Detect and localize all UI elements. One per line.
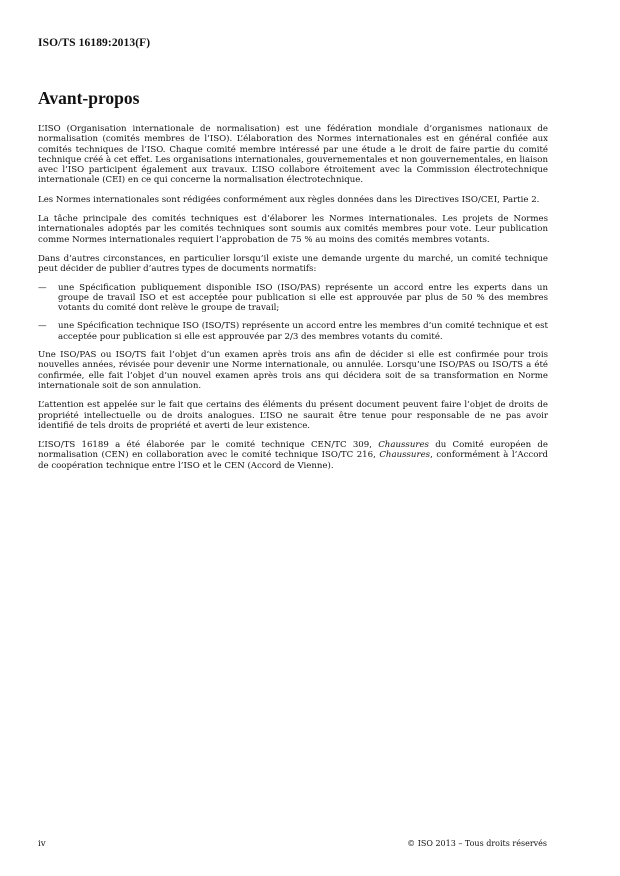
paragraph-iso-definition: L’ISO (Organisation internationale de normalisation) est une fédération mondiale d’organismes nationaux de normalisation (comités membres de l’ISO). L’élaboration des Normes internationales est en général confiée aux comités techniques de l’ISO. Chaque comité membre intéressé par une étude a le droit de faire partie du comité technique créé à cet effet. Les organisations internationales, gouvernementales et non gouvernementales, en liaison avec l’ISO participent également aux travaux. L’ISO collabore étroitement avec la Commission électrotechnique internationale (CEI) en ce qui concerne la normalisation électrotechnique. [38,124,548,186]
page-number: iv [38,839,46,849]
copyright-notice: © ISO 2013 – Tous droits réservés [407,839,547,848]
document-types-list [38,283,548,342]
list-item-text: une Spécification technique ISO (ISO/TS) représente un accord entre les membres d’un comité technique et est acceptée pour publication si elle est approuvée par 2/3 des membres votants du comité. [58,321,548,342]
paragraph-preparation [38,440,548,471]
list-item [38,321,548,342]
dash-bullet: — [38,282,47,293]
committee-name-cen: Chaussures [378,440,429,451]
section-title: Avant-propos [38,88,140,108]
committee-name-iso: Chaussures [379,450,431,461]
foreword-body [38,124,548,480]
prep-text-e: , conformément à l’Accord de coopération technique entre l’ISO et le CEN (Accord de Vienne). [38,450,548,471]
prep-text-a: L’ISO/TS 16189 a été élaborée par le comité technique CEN/TC 309, [38,440,372,451]
paragraph-review: Une ISO/PAS ou ISO/TS fait l’objet d’un examen après trois ans afin de décider si elle est confirmée pour trois nouvelles années, révisée pour devenir une Norme internationale, ou annulée. Lorsqu’une ISO/PAS ou ISO/TS a été confirmée, elle fait l’objet d’un nouvel examen après trois ans qui décidera soit de sa transformation en Norme internationale soit de son annulation. [38,350,548,391]
document-identifier: ISO/TS 16189:2013(F) [38,37,151,49]
prep-text-c: du Comité européen de normalisation (CEN) en collaboration avec le comité technique ISO/TC 216, [38,440,548,461]
dash-bullet: — [38,321,47,332]
paragraph-drafting-rules: Les Normes internationales sont rédigées conformément aux règles données dans les Directives ISO/CEI, Partie 2. [38,194,540,205]
paragraph-committee-task: La tâche principale des comités techniques est d’élaborer les Normes internationales. Les projets de Normes internationales adoptés par les comités techniques sont soumis aux comités membres pour vote. Leur publication comme Normes internationales requiert l’approbation de 75 % au moins des comités membres votants. [38,214,548,245]
paragraph-patent-rights: L’attention est appelée sur le fait que certains des éléments du présent document peuvent faire l’objet de droits de propriété intellectuelle ou de droits analogues. L’ISO ne saurait être tenue pour responsable de ne pas avoir identifié de tels droits de propriété et averti de leur existence. [38,400,548,431]
list-item [38,283,548,314]
list-item-text: une Spécification publiquement disponible ISO (ISO/PAS) représente un accord entre les experts dans un groupe de travail ISO et est acceptée pour publication si elle est approuvée par plus de 50 % des membres votants du comité dont relève le groupe de travail; [58,282,548,314]
paragraph-other-documents: Dans d’autres circonstances, en particulier lorsqu’il existe une demande urgente du marché, un comité technique peut décider de publier d’autres types de documents normatifs: [38,253,548,275]
